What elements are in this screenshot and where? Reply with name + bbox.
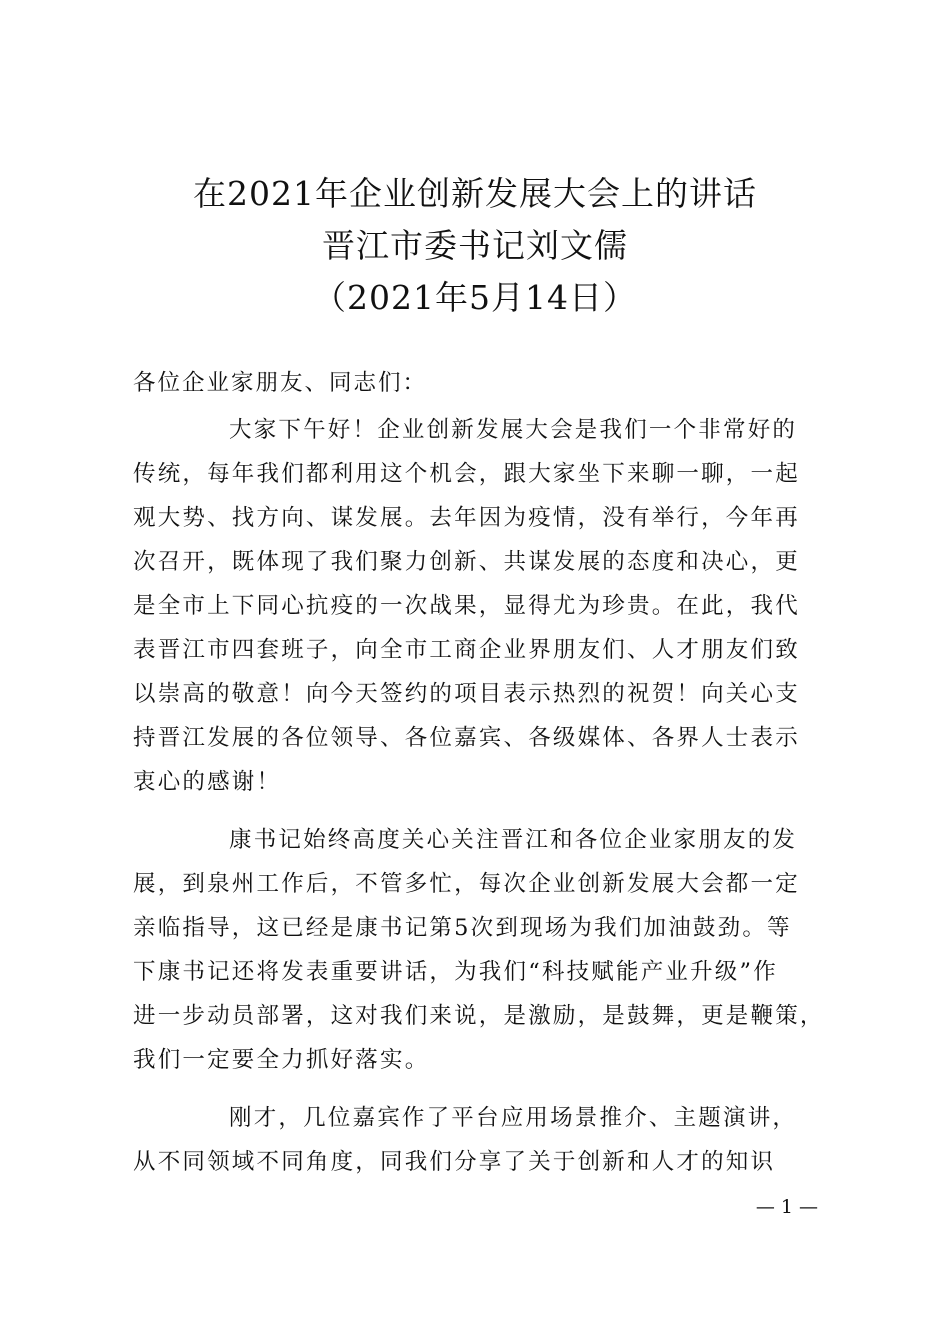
paragraph-1-line-4: 次召开，既体现了我们聚力创新、共谋发展的态度和决心，更 [133,549,800,575]
paragraph-1-line-8: 持晋江发展的各位领导、各位嘉宾、各级媒体、各界人士表示 [133,725,800,751]
paragraph-2-line-5: 进一步动员部署，这对我们来说，是激励，是鼓舞，更是鞭策， [133,1003,825,1029]
speech-date: （2021年5月14日） [313,278,637,317]
paragraph-1-line-7: 以崇高的敬意！向今天签约的项目表示热烈的祝贺！向关心支 [133,681,800,707]
paragraph-1-line-2: 传统，每年我们都利用这个机会，跟大家坐下来聊一聊，一起 [133,461,800,487]
page-number: — 1 — [755,1196,818,1218]
paragraph-2-line-6: 我们一定要全力抓好落实。 [133,1047,430,1073]
paragraph-1-line-1: 大家下午好！企业创新发展大会是我们一个非常好的 [229,417,798,443]
paragraph-3-line-2: 从不同领域不同角度，同我们分享了关于创新和人才的知识 [133,1149,776,1175]
paragraph-2-line-2: 展，到泉州工作后，不管多忙，每次企业创新发展大会都一定 [133,871,800,897]
salutation: 各位企业家朋友、同志们： [133,370,428,396]
paragraph-1-line-5: 是全市上下同心抗疫的一次战果，显得尤为珍贵。在此，我代 [133,593,800,619]
speech-title-block [0,168,950,324]
paragraph-1-line-6: 表晋江市四套班子，向全市工商企业界朋友们、人才朋友们致 [133,637,800,663]
speech-title: 在2021年企业创新发展大会上的讲话 [193,174,757,213]
speaker-line: 晋江市委书记刘文儒 [322,226,628,265]
paragraph-3-line-1: 刚才，几位嘉宾作了平台应用场景推介、主题演讲， [229,1105,798,1131]
paragraph-1-line-3: 观大势、找方向、谋发展。去年因为疫情，没有举行，今年再 [133,505,800,531]
paragraph-1-line-9: 衷心的感谢！ [133,769,282,795]
paragraph-2-line-4: 下康书记还将发表重要讲话，为我们“科技赋能产业升级”作 [133,959,778,985]
paragraph-2-line-1: 康书记始终高度关心关注晋江和各位企业家朋友的发 [229,827,798,853]
paragraph-2-line-3: 亲临指导，这已经是康书记第5次到现场为我们加油鼓劲。等 [133,915,792,941]
